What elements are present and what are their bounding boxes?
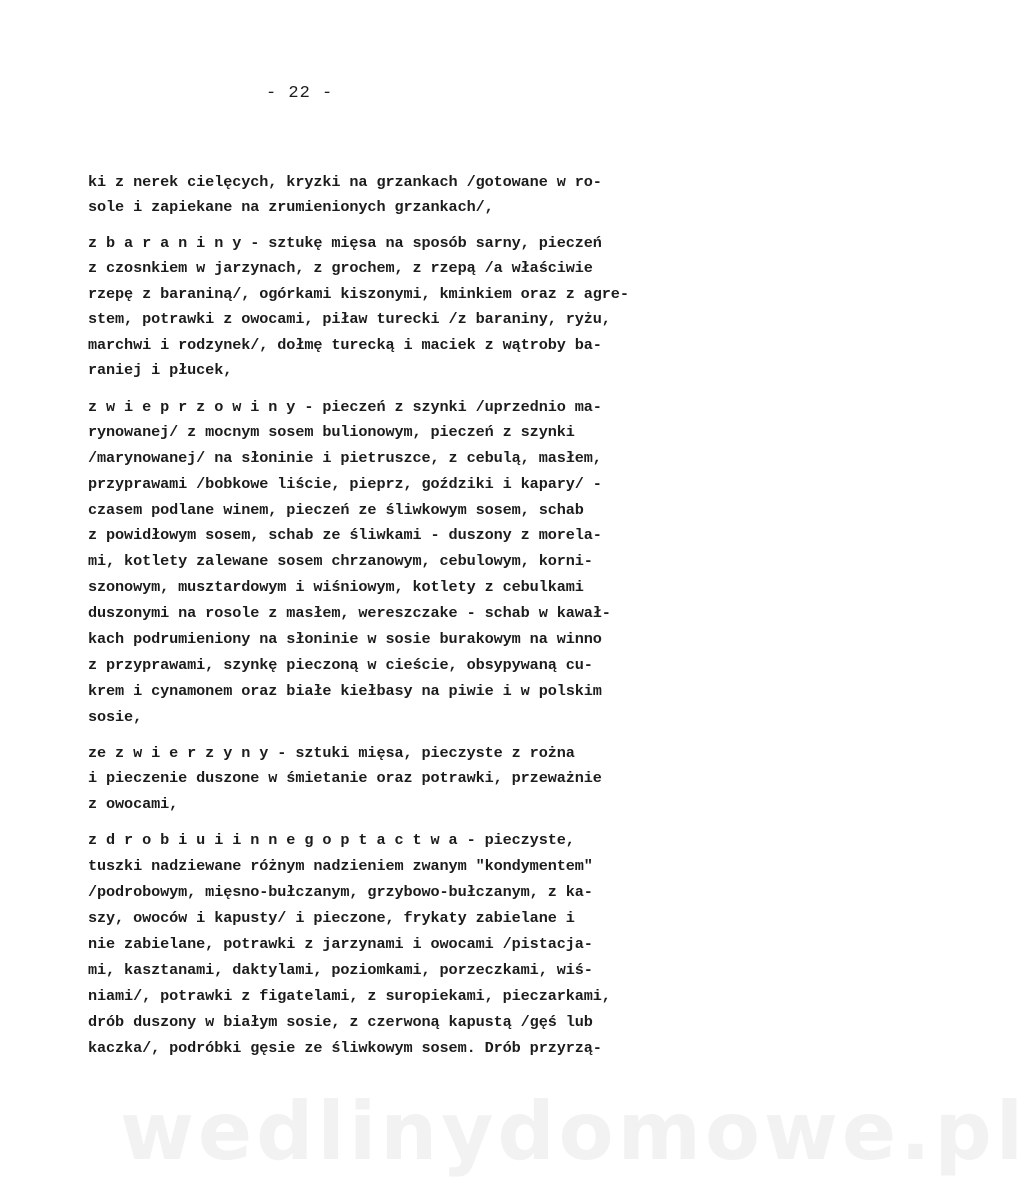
text-line: z w i e p r z o w i n y - pieczeń z szynki /uprzednio ma- — [88, 398, 602, 416]
text-line: z b a r a n i n y - sztukę mięsa na sposób sarny, pieczeń — [88, 234, 602, 252]
text-line: mi, kotlety zalewane sosem chrzanowym, cebulowym, korni- — [88, 552, 593, 570]
text-line: mi, kasztanami, daktylami, poziomkami, porzeczkami, wiś- — [88, 961, 593, 979]
watermark: wedlinydomowe.pl — [120, 1085, 1027, 1178]
text-line: z owocami, — [88, 795, 179, 813]
text-line: szonowym, musztardowym i wiśniowym, kotlety z cebulkami — [88, 578, 584, 596]
text-line: kach podrumieniony na słoninie w sosie burakowym na winno — [88, 630, 602, 648]
text-line: tuszki nadziewane różnym nadzieniem zwanym "kondymentem" — [88, 857, 593, 875]
text-line: z przyprawami, szynkę pieczoną w cieście, obsypywaną cu- — [88, 656, 593, 674]
text-line: nie zabielane, potrawki z jarzynami i owocami /pistacja- — [88, 935, 593, 953]
text-line: ze z w i e r z y n y - sztuki mięsa, pieczyste z rożna — [88, 744, 575, 762]
text-line: rzepę z baraniną/, ogórkami kiszonymi, kminkiem oraz z agre- — [88, 285, 629, 303]
text-line: ki z nerek cielęcych, kryzki na grzankach /gotowane w ro- — [88, 173, 602, 191]
text-line: przyprawami /bobkowe liście, pieprz, goździki i kapary/ - — [88, 475, 602, 493]
text-line: /marynowanej/ na słoninie i pietruszce, z cebulą, masłem, — [88, 449, 602, 467]
text-line: raniej i płucek, — [88, 361, 233, 379]
text-line: z czosnkiem w jarzynach, z grochem, z rzepą /a właściwie — [88, 259, 593, 277]
text-line: czasem podlane winem, pieczeń ze śliwkowym sosem, schab — [88, 501, 584, 519]
text-line: sosie, — [88, 708, 143, 726]
text-line: duszonymi na rosole z masłem, wereszczake - schab w kawał- — [88, 604, 611, 622]
text-line: kaczka/, podróbki gęsie ze śliwkowym sosem. Drób przyrzą- — [88, 1039, 602, 1057]
text-line: z d r o b i u i i n n e g o p t a c t w a - pieczyste, — [88, 831, 575, 849]
text-line: sole i zapiekane na zrumienionych grzankach/, — [88, 198, 494, 216]
text-line: i pieczenie duszone w śmietanie oraz potrawki, przeważnie — [88, 769, 602, 787]
text-line: stem, potrawki z owocami, piław turecki /z baraniny, ryżu, — [88, 310, 611, 328]
text-line: marchwi i rodzynek/, dołmę turecką i maciek z wątroby ba- — [88, 336, 602, 354]
text-line: niami/, potrawki z figatelami, z suropiekami, pieczarkami, — [88, 987, 611, 1005]
text-line: szy, owoców i kapusty/ i pieczone, frykaty zabielane i — [88, 909, 575, 927]
page-number: - 22 - — [266, 84, 334, 103]
text-line: z powidłowym sosem, schab ze śliwkami - duszony z morela- — [88, 526, 602, 544]
text-line: rynowanej/ z mocnym sosem bulionowym, pieczeń z szynki — [88, 423, 575, 441]
text-line: /podrobowym, mięsno-bułczanym, grzybowo-bułczanym, z ka- — [88, 883, 593, 901]
text-line: drób duszony w białym sosie, z czerwoną kapustą /gęś lub — [88, 1013, 593, 1031]
text-line: krem i cynamonem oraz białe kiełbasy na piwie i w polskim — [88, 682, 602, 700]
